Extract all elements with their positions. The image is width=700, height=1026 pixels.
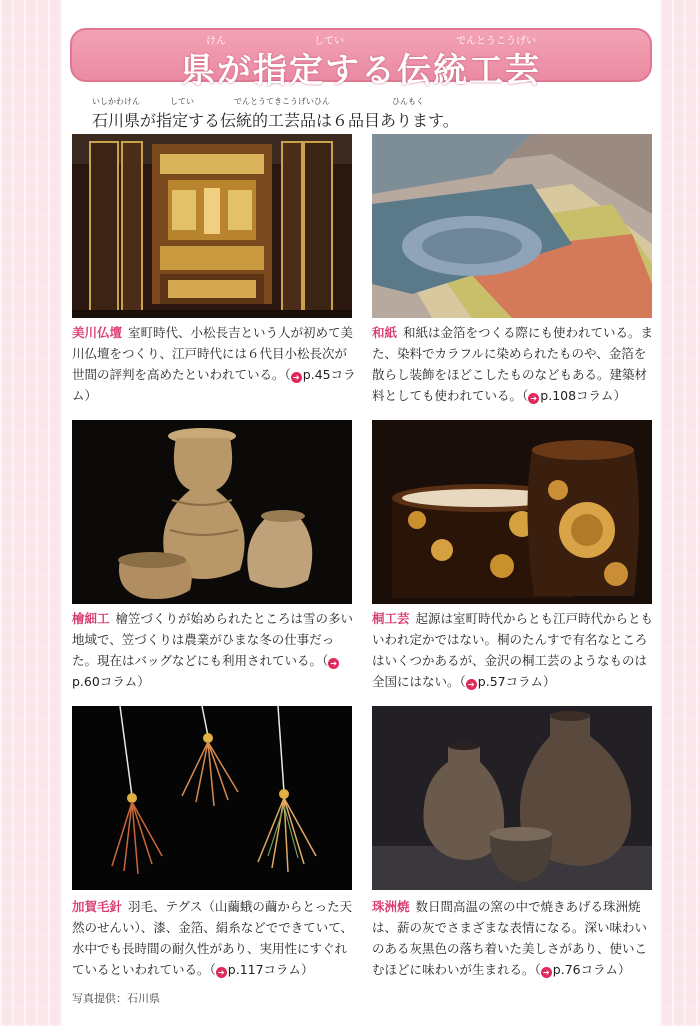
craft-ref-suzu: p.76コラム xyxy=(552,962,618,977)
caption-kebari: 加賀毛針 羽毛、テグス（山繭蛾の繭からとった天然のせんい）、漆、金箔、絹糸などでできていて、水中でも長時間の耐久性があり、実用性にすぐれているといわれている。（ ➔ p.117コラム） xyxy=(72,899,354,977)
page-title: 県が指定する伝統工芸 xyxy=(181,51,541,91)
photo-butsudan xyxy=(72,134,352,318)
kebari-illustration xyxy=(72,706,352,890)
arrow-right-icon: ➔ xyxy=(528,393,539,404)
caption-butsudan: 美川仏壇 室町時代、小松長吉という人が初めて美川仏壇をつくり、江戸時代には６代目小松長次が世間の評判を高めたといわれている。（ ➔ p.45コラム） xyxy=(72,325,356,403)
photo-washi xyxy=(372,134,652,318)
craft-ref-butsudan: p.45コラム xyxy=(72,367,356,403)
photo-hinoki xyxy=(72,420,352,604)
photo-kebari xyxy=(72,706,352,890)
arrow-right-icon: ➔ xyxy=(291,372,302,383)
arrow-right-icon: ➔ xyxy=(541,967,552,978)
arrow-right-icon: ➔ xyxy=(216,967,227,978)
photo-kiri xyxy=(372,420,652,604)
caption-suzu: 珠洲焼 数日間高温の窯の中で焼きあげる珠洲焼は、薪の灰でさまざまな表情になる。深い味わいのある灰黒色の落ち着いた美しさがあり、使いこむほどに味わいが生まれる。（ ➔ p.76コラム） xyxy=(372,899,648,977)
photo-credit: 写真提供：石川県 xyxy=(72,992,160,1005)
craft-desc-kebari: 羽毛、テグス（山繭蛾の繭からとった天然のせんい）、漆、金箔、絹糸などでできていて、水中でも長時間の耐久性があり、実用性にすぐれているといわれている。 xyxy=(72,899,354,977)
intro-text: 石川県が指定する伝統的工芸品は６品目あります。 xyxy=(92,111,459,130)
craft-name-butsudan: 美川仏壇 xyxy=(72,325,123,340)
intro-ruby xyxy=(92,96,512,106)
craft-ref-kebari: p.117コラム xyxy=(227,962,301,977)
suzu-illustration xyxy=(372,706,652,890)
craft-name-washi: 和紙 xyxy=(372,325,398,340)
washi-illustration xyxy=(372,134,652,318)
craft-name-suzu: 珠洲焼 xyxy=(372,899,410,914)
title-ruby-1: けん xyxy=(206,36,226,47)
craft-ref-kiri: p.57コラム xyxy=(477,674,543,689)
caption-hinoki: 檜細工 檜笠づくりが始められたところは雪の多い地域で、笠づくりは農業がひまな冬の仕事だった。現在はバッグなどにも利用されている。（ ➔p.60コラム） xyxy=(72,611,354,689)
arrow-right-icon: ➔ xyxy=(466,679,477,690)
title-ruby-3: でんとうこうげい xyxy=(456,36,536,47)
arrow-right-icon: ➔ xyxy=(328,658,339,669)
title-banner xyxy=(70,28,652,91)
craft-desc-kiri: 起源は室町時代からとも江戸時代からともいわれ定かではない。桐のたんすで有名なところはいくつかあるが、金沢の桐工芸のようなものは全国にはない。 xyxy=(372,611,654,689)
craft-name-hinoki: 檜細工 xyxy=(72,611,110,626)
craft-name-kebari: 加賀毛針 xyxy=(72,899,123,914)
photo-suzu xyxy=(372,706,652,890)
craft-desc-washi: 和紙は金箔をつくる際にも使われている。また、染料でカラフルに染められたものや、金箔を散らし装飾をほどこしたものなどもある。建築材料としても使われている。 xyxy=(372,325,654,403)
craft-desc-butsudan: 室町時代、小松長吉という人が初めて美川仏壇をつくり、江戸時代には６代目小松長次が世間の評判を高めたといわれている。 xyxy=(72,325,354,382)
caption-washi: 和紙 和紙は金箔をつくる際にも使われている。また、染料でカラフルに染められたものや、金箔を散らし装飾をほどこしたものなどもある。建築材料としても使われている。（ ➔ p.108コラム） xyxy=(372,325,654,403)
craft-desc-hinoki: 檜笠づくりが始められたところは雪の多い地域で、笠づくりは農業がひまな冬の仕事だった。現在はバッグなどにも利用されている。 xyxy=(72,611,354,668)
craft-ref-hinoki: p.60コラム xyxy=(72,674,138,689)
craft-ref-washi: p.108コラム xyxy=(540,388,614,403)
title-ruby-2: してい xyxy=(314,36,344,47)
caption-kiri: 桐工芸 起源は室町時代からとも江戸時代からともいわれ定かではない。桐のたんすで有名なところはいくつかあるが、金沢の桐工芸のようなものは全国にはない。（ ➔ p.57コラム） xyxy=(372,611,654,689)
hinoki-illustration xyxy=(72,420,352,604)
intro-ruby-4: ひんもく xyxy=(392,97,424,106)
craft-name-kiri: 桐工芸 xyxy=(372,611,410,626)
intro-ruby-1: いしかわけん xyxy=(92,97,140,106)
butsudan-illustration xyxy=(72,134,352,318)
intro-ruby-3: でんとうてきこうげいひん xyxy=(234,97,330,106)
intro-ruby-2: してい xyxy=(170,97,194,106)
craft-desc-suzu: 数日間高温の窯の中で焼きあげる珠洲焼は、薪の灰でさまざまな表情になる。深い味わいのある灰黒色の落ち着いた美しさがあり、使いこむほどに味わいが生まれる。 xyxy=(372,899,648,977)
kiri-illustration xyxy=(372,420,652,604)
